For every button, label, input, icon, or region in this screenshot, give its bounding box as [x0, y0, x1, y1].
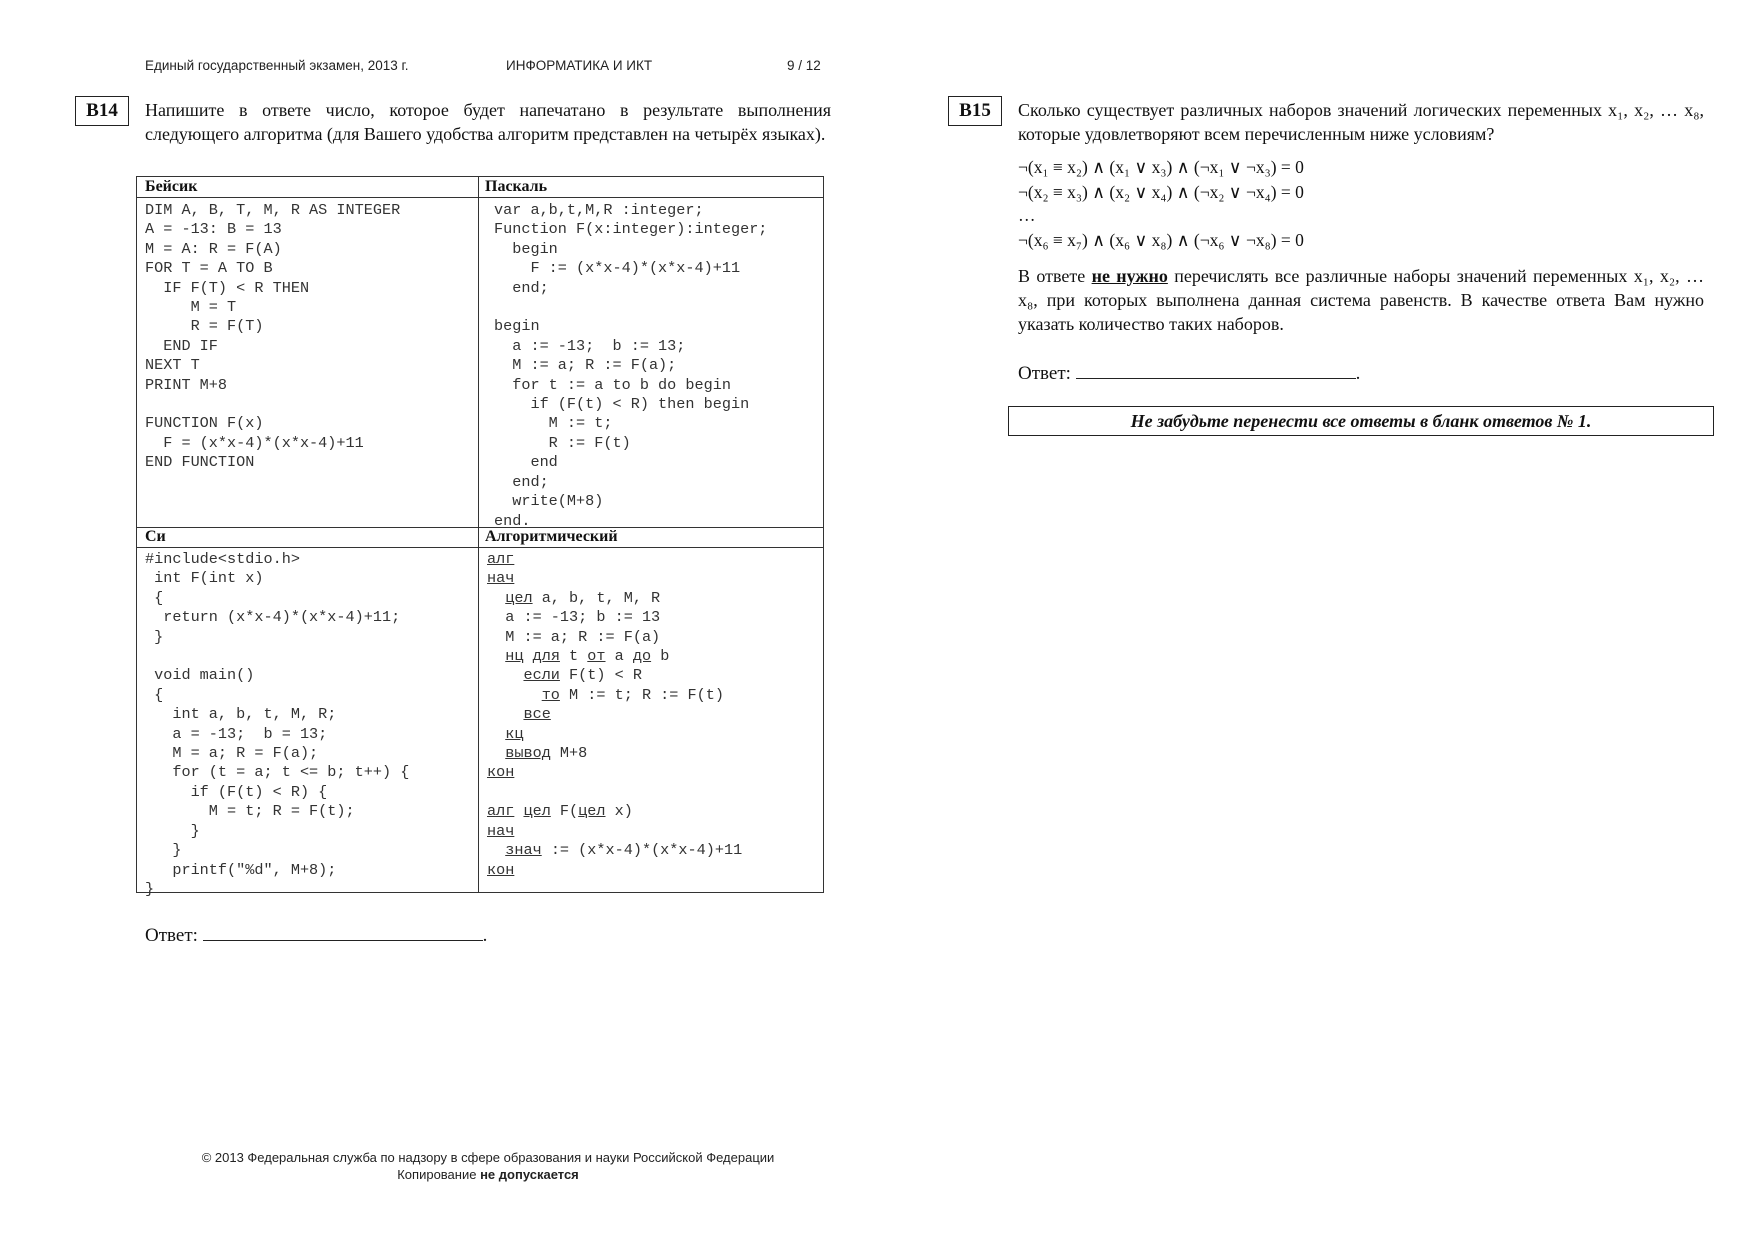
- footer-notice: [160, 1167, 816, 1182]
- table-column-divider: [478, 177, 479, 892]
- code-table: [136, 176, 824, 898]
- note-start: В ответе: [1018, 266, 1092, 286]
- footer-notice-bold: не допускается: [480, 1167, 579, 1182]
- answer-field[interactable]: [1076, 360, 1356, 379]
- answer-label: Ответ:: [145, 925, 198, 946]
- header-rule: [137, 197, 478, 198]
- header-rule: [137, 547, 478, 548]
- note-emphasis: не нужно: [1091, 266, 1168, 286]
- reminder-box: Не забудьте перенести все ответы в бланк ответов № 1.: [1008, 406, 1714, 436]
- condition-3: ¬(x₆ ≡ x₇) ∧ (x₆ ∨ x₈) ∧ (¬x₆ ∨ ¬x₈) = 0: [1018, 230, 1304, 250]
- header-rule: [478, 547, 823, 548]
- footer-copyright: © 2013 Федеральная служба по надзору в сфере образования и науки Российской Федерации: [201, 1150, 775, 1165]
- column-title-basic: Бейсик: [145, 178, 198, 195]
- answer-field[interactable]: [203, 922, 483, 941]
- exam-title: Единый государственный экзамен, 2013 г.: [145, 58, 409, 73]
- header-rule: [478, 197, 823, 198]
- code-algo: алг нач цел a, b, t, M, R a := -13; b := 13 M := a; R := F(a) нц для t от a до b если F(t) < R то M := t; R := F(t) все кц вывод M+8 кон алг цел F(цел x) нач знач := (x*x-4)*(x*x-4)+11 кон: [487, 550, 743, 879]
- column-title-c: Си: [145, 528, 166, 545]
- subject-title: ИНФОРМАТИКА И ИКТ: [506, 58, 653, 73]
- page-number: 9 / 12: [787, 58, 821, 73]
- code-c: #include<stdio.h> int F(int x) { return (x*x-4)*(x*x-4)+11; } void main() { int a, b, t, M, R; a = -13; b = 13; M = a; R = F(a); for (t = a; t <= b; t++) { if (F(t) < R) { M = t; R = F(t); } } printf("%d", M+8); }: [145, 550, 410, 898]
- condition-2: ¬(x₂ ≡ x₃) ∧ (x₂ ∨ x₄) ∧ (¬x₂ ∨ ¬x₄) = 0: [1018, 182, 1304, 202]
- task-b14-label: B14: [75, 96, 129, 126]
- column-title-algo: Алгоритмический: [485, 528, 618, 545]
- note-end: перечислять все различные наборы значений переменных x₁, x₂, … x₈, при которых выполнена данная система равенств. В качестве ответа Вам нужно указать количество таких наборов.: [1018, 266, 1705, 334]
- code-basic: DIM A, B, T, M, R AS INTEGER A = -13: B = 13 M = A: R = F(A) FOR T = A TO B IF F(T) < R THEN M = T R = F(T) END IF NEXT T PRINT M+8 FUNCTION F(x) F = (x*x-4)*(x*x-4)+11 END FUNCTION: [145, 201, 401, 472]
- condition-1: ¬(x₁ ≡ x₂) ∧ (x₁ ∨ x₃) ∧ (¬x₁ ∨ ¬x₃) = 0: [1018, 157, 1304, 177]
- code-pascal: var a,b,t,M,R :integer; Function F(x:integer):integer; begin F := (x*x-4)*(x*x-4)+11 end; begin a := -13; b := 13; M := a; R := F(a); for t := a to b do begin if (F(t) < R) then begin M := t; R := F(t) end end; write(M+8) end.: [494, 201, 768, 530]
- answer-label: Ответ:: [1018, 363, 1071, 384]
- b15-answer: Ответ: .: [1018, 360, 1360, 385]
- b14-answer: Ответ: .: [145, 922, 487, 947]
- task-b15-prompt: Сколько существует различных наборов значений логических переменных x₁, x₂, … x₈, которые удовлетворяют всем перечисленным ниже условиям?: [1018, 100, 1704, 144]
- task-b15-label: B15: [948, 96, 1002, 126]
- condition-ellipsis: …: [1018, 205, 1036, 225]
- column-title-pascal: Паскаль: [485, 178, 548, 195]
- task-b14-prompt: Напишите в ответе число, которое будет напечатано в результате выполнения следующего алгоритма (для Вашего удобства алгоритм представлен на четырёх языках).: [145, 100, 831, 144]
- footer-notice-start: Копирование: [397, 1167, 481, 1182]
- task-b15-note: [1018, 264, 1704, 336]
